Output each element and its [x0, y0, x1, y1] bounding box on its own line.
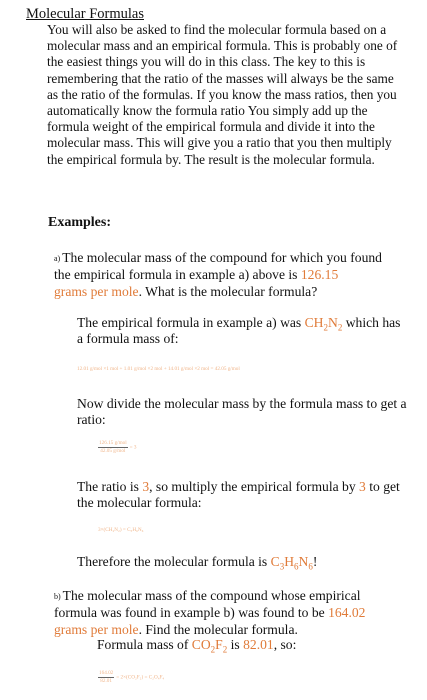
- example-b-question: b) The molecular mass of the compound whose empirical formula was found in example b) was found to be 164.02 grams per mole. Find the molecular formula.: [54, 588, 366, 637]
- example-a-therefore: Therefore the molecular formula is $C_3H_6N_6$!: [77, 554, 318, 572]
- example-a-ratio-text: The ratio is 3, so multiply the empirical formula by 3 to get the molecular formula:: [77, 479, 400, 511]
- example-b-formula-mass-text: Formula mass of $CO_2F_2$ is 82.01, so:: [97, 637, 297, 655]
- example-b-marker: b): [54, 592, 61, 601]
- example-a-molecular-calc: 3×(CH₂N₂) = C₃H₆N₆: [98, 527, 144, 533]
- example-a-result-formula: $C_3H_6N_6$: [270, 554, 313, 572]
- example-b-unit: grams per mole: [54, 621, 139, 637]
- example-b-calc: $\frac{164.02}{82.01}$ = 2×(CO₂F₂) = C₂O₄F₄: [99, 670, 165, 684]
- example-a-divide-text: Now divide the molecular mass by the formula mass to get a ratio:: [77, 396, 407, 428]
- example-a-ratio-calc: $\frac{\text{126.15 g/mol}}{\text{42.05 g/mol}}$ = 3: [99, 440, 137, 454]
- examples-heading: Examples:: [48, 215, 111, 230]
- example-a-formula-mass-calc: 12.01 g/mol ×1 mol + 1.01 g/mol ×2 mol + 14.01 g/mol ×2 mol = 42.05 g/mol: [77, 366, 240, 372]
- example-b-mass: 164.02: [328, 605, 366, 621]
- example-a-unit: grams per mole: [54, 283, 139, 299]
- example-a-marker: a): [54, 254, 61, 263]
- section-heading: Molecular Formulas: [26, 6, 144, 22]
- example-a-mass: 126.15: [300, 267, 339, 283]
- example-b-formula: $CO_2F_2$: [191, 637, 228, 655]
- example-a-question: a) The molecular mass of the compound for which you found the empirical formula in example a) above is 126.15 grams per mole. What is the molecular formula?: [54, 250, 382, 299]
- example-a-empirical-text: The empirical formula in example a) was $CH_2N_2$ which has a formula mass of:: [77, 315, 401, 347]
- intro-paragraph: You will also be asked to find the molecular formula based on a molecular mass and an empirical formula. This is probably one of the easiest things you will do in this class. The key to this is remembering that the ratio of the masses will always be the same as the ratio of the formulas. If you know the mass ratios, then you automatically know the formula ratio You simply add up the formula weight of the empirical formula and divide it into the molecular mass. This will give you a ratio that you then multiply the empirical formula by. The result is the molecular formula.: [47, 22, 398, 167]
- example-a-empirical-formula: $CH_2N_2$: [304, 315, 343, 333]
